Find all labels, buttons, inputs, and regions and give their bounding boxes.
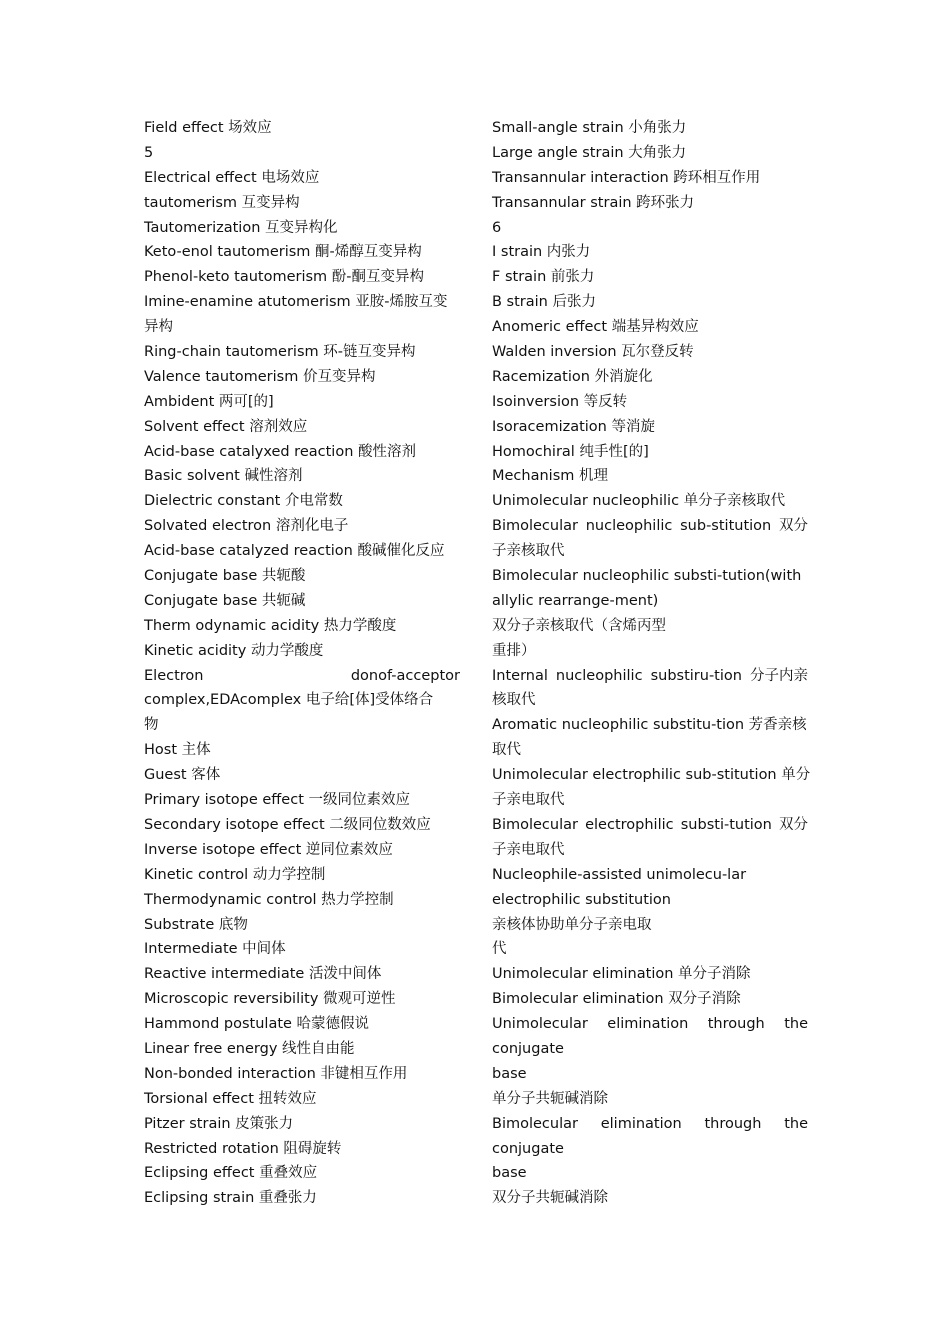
glossary-word: the — [784, 1016, 808, 1033]
glossary-line: Kinetic acidity 动力学酸度 — [144, 642, 324, 659]
glossary-line: 双分子亲核取代（含烯丙型 — [492, 617, 666, 634]
glossary-line: F strain 前张力 — [492, 269, 595, 286]
glossary-line: Microscopic reversibility 微观可逆性 — [144, 991, 396, 1008]
glossary-word: sub-stitution — [680, 518, 772, 535]
glossary-line: Field effect 场效应 — [144, 120, 272, 136]
glossary-line: Small-angle strain 小角张力 — [492, 120, 687, 136]
glossary-line: I strain 内张力 — [492, 244, 591, 261]
glossary-line: 单分子共轭碱消除 — [492, 1090, 608, 1107]
glossary-line: base — [492, 1065, 527, 1082]
glossary-word: Unimolecular — [492, 1016, 588, 1033]
glossary-line: Isoracemization 等消旋 — [492, 418, 655, 435]
glossary-line: Substrate 底物 — [144, 916, 248, 933]
glossary-word: 双分 — [779, 518, 808, 535]
glossary-line: Nucleophile-assisted unimolecu-lar — [492, 866, 747, 883]
glossary-line: Transannular strain 跨环张力 — [492, 194, 695, 211]
glossary-line: Intermediate 中间体 — [144, 941, 286, 958]
glossary-line: 双分子共轭碱消除 — [492, 1190, 608, 1207]
glossary-line: Restricted rotation 阻碍旋转 — [144, 1140, 342, 1157]
glossary-line: Bimolecular elimination 双分子消除 — [492, 991, 741, 1008]
glossary-line — [492, 664, 808, 689]
glossary-line: Inverse isotope effect 逆同位素效应 — [144, 841, 393, 858]
glossary-line: Linear free energy 线性自由能 — [144, 1040, 355, 1057]
glossary-word: Bimolecular — [492, 1115, 578, 1132]
glossary-line — [144, 664, 460, 689]
glossary-word: electrophilic — [585, 816, 674, 833]
glossary-line: Pitzer strain 皮策张力 — [144, 1115, 294, 1132]
glossary-line: 代 — [492, 941, 507, 958]
glossary-line: 亲核体协助单分子亲电取 — [492, 916, 652, 933]
glossary-line: Unimolecular nucleophilic 单分子亲核取代 — [492, 493, 786, 510]
glossary-line: B strain 后张力 — [492, 294, 596, 311]
glossary-line — [492, 813, 808, 838]
glossary-line: Walden inversion 瓦尔登反转 — [492, 344, 694, 361]
glossary-word: Internal — [492, 667, 548, 684]
glossary-word: through — [704, 1115, 762, 1132]
glossary-line: 物 — [144, 717, 159, 734]
glossary-word: 双分 — [779, 816, 808, 833]
glossary-line: 子亲电取代 — [492, 792, 565, 809]
glossary-line: 核取代 — [492, 692, 536, 709]
glossary-word: Electron — [144, 667, 204, 684]
glossary-line: Conjugate base 共轭碱 — [144, 592, 306, 609]
glossary-line: Unimolecular electrophilic sub-stitution 单分 — [492, 767, 811, 784]
glossary-line: Mechanism 机理 — [492, 468, 608, 485]
glossary-line: Ambident 两可[的] — [144, 393, 274, 410]
glossary-line: Eclipsing strain 重叠张力 — [144, 1190, 317, 1207]
glossary-line: tautomerism 互变异构 — [144, 194, 300, 211]
glossary-line: base — [492, 1165, 527, 1182]
glossary-line: 重排） — [492, 642, 536, 659]
glossary-word: nucleophilic — [555, 667, 643, 684]
glossary-line: Hammond postulate 哈蒙德假说 — [144, 1016, 370, 1033]
glossary-line: Large angle strain 大角张力 — [492, 144, 687, 161]
glossary-word: through — [707, 1016, 765, 1033]
glossary-line: complex,EDAcomplex 电子给[体]受体络合 — [144, 692, 434, 709]
glossary-line: conjugate — [492, 1040, 564, 1057]
glossary-line: 异构 — [144, 319, 173, 336]
glossary-word: Bimolecular — [492, 816, 578, 833]
glossary-word: substiru-tion — [650, 667, 742, 684]
glossary-word: 分子内亲 — [750, 667, 808, 684]
glossary-line: allylic rearrange-ment) — [492, 592, 659, 609]
glossary-line: Conjugate base 共轭酸 — [144, 568, 306, 585]
glossary-line: Tautomerization 互变异构化 — [144, 219, 338, 236]
glossary-line: 取代 — [492, 742, 521, 759]
glossary-line: Imine-enamine atutomerism 亚胺-烯胺互变 — [144, 294, 448, 311]
glossary-line — [492, 1112, 808, 1137]
glossary-word: substi-tution — [680, 816, 772, 833]
glossary-line — [492, 1012, 808, 1037]
right-column — [492, 116, 811, 1211]
glossary-line: Dielectric constant 介电常数 — [144, 493, 343, 510]
left-column — [144, 116, 460, 1211]
glossary-line: Solvent effect 溶剂效应 — [144, 418, 308, 435]
glossary-line: Transannular interaction 跨环相互作用 — [492, 169, 761, 186]
glossary-line: Solvated electron 溶剂化电子 — [144, 518, 349, 535]
glossary-line: Acid-base catalyzed reaction 酸碱催化反应 — [144, 543, 445, 560]
glossary-line: Eclipsing effect 重叠效应 — [144, 1165, 318, 1182]
glossary-line: Reactive intermediate 活泼中间体 — [144, 966, 382, 983]
glossary-line: Secondary isotope effect 二级同位数效应 — [144, 816, 431, 833]
glossary-line: Phenol-keto tautomerism 酚-酮互变异构 — [144, 269, 425, 286]
glossary-line: Thermodynamic control 热力学控制 — [144, 891, 394, 908]
glossary-word: elimination — [600, 1115, 682, 1132]
glossary-line — [492, 514, 808, 539]
glossary-line: 6 — [492, 219, 502, 236]
glossary-line: Bimolecular nucleophilic substi-tution(with — [492, 568, 802, 585]
glossary-line: Non-bonded interaction 非键相互作用 — [144, 1065, 408, 1082]
glossary-line: Racemization 外消旋化 — [492, 368, 653, 385]
glossary-line: Valence tautomerism 价互变异构 — [144, 368, 376, 385]
glossary-line: Unimolecular elimination 单分子消除 — [492, 966, 751, 983]
glossary-word: the — [784, 1115, 808, 1132]
glossary-line: Torsional effect 扭转效应 — [144, 1090, 317, 1107]
glossary-line: Electrical effect 电场效应 — [144, 169, 320, 186]
glossary-line: Keto-enol tautomerism 酮-烯醇互变异构 — [144, 244, 422, 261]
glossary-line: Anomeric effect 端基异构效应 — [492, 319, 699, 336]
glossary-word: Bimolecular — [492, 518, 578, 535]
glossary-line: Homochiral 纯手性[的] — [492, 443, 649, 460]
glossary-line: Ring-chain tautomerism 环-链互变异构 — [144, 344, 416, 361]
glossary-line: Guest 客体 — [144, 767, 221, 784]
glossary-line: electrophilic substitution — [492, 891, 671, 908]
glossary-line: Therm odynamic acidity 热力学酸度 — [144, 617, 397, 634]
glossary-line: Kinetic control 动力学控制 — [144, 866, 326, 883]
glossary-line: Isoinversion 等反转 — [492, 393, 628, 410]
glossary-line: Basic solvent 碱性溶剂 — [144, 468, 303, 485]
glossary-line: Aromatic nucleophilic substitu-tion 芳香亲核 — [492, 717, 807, 734]
glossary-line: Primary isotope effect 一级同位素效应 — [144, 792, 410, 809]
glossary-line: conjugate — [492, 1140, 564, 1157]
glossary-line: 子亲电取代 — [492, 841, 565, 858]
glossary-word: elimination — [607, 1016, 689, 1033]
glossary-line: Acid-base catalyxed reaction 酸性溶剂 — [144, 443, 416, 460]
glossary-line: 5 — [144, 144, 154, 161]
glossary-line: 子亲核取代 — [492, 543, 565, 560]
glossary-word: nucleophilic — [585, 518, 673, 535]
glossary-word: donof-acceptor — [350, 667, 460, 684]
glossary-line: Host 主体 — [144, 742, 211, 759]
